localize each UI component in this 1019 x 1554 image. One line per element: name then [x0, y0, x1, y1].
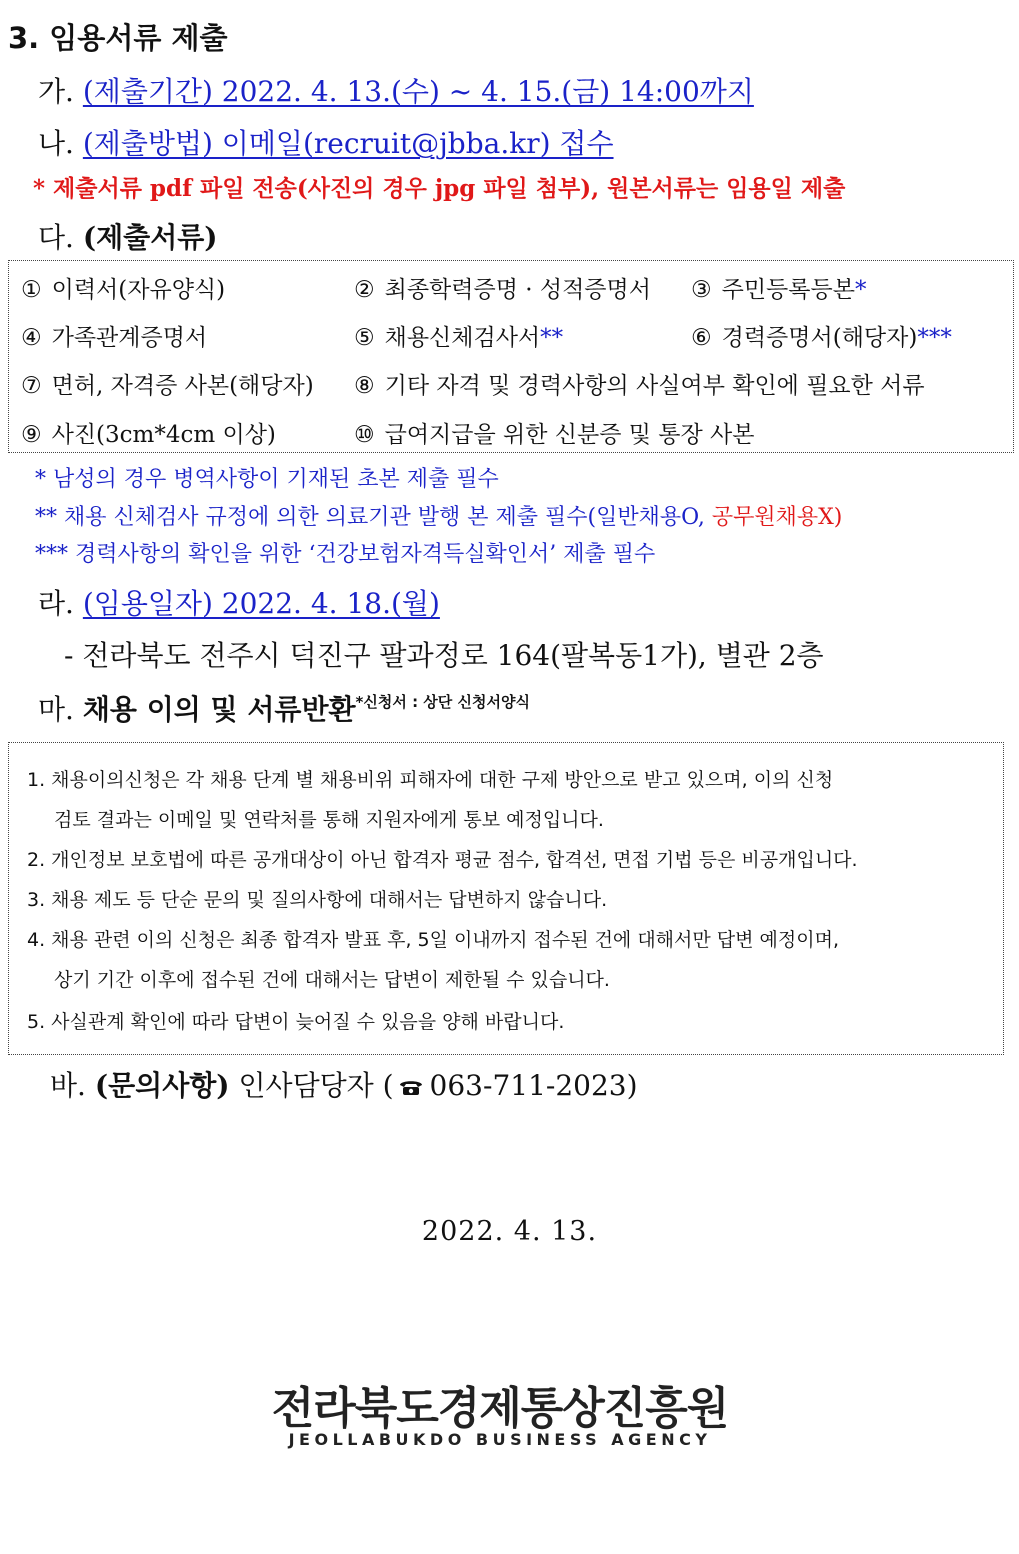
appeal-line: 상기 기간 이후에 접수된 건에 대해서는 답변이 제한될 수 있습니다. — [54, 969, 610, 991]
inquiry-phone: 063-711-2023) — [429, 1069, 638, 1102]
inquiry-contact: 인사담당자 ( — [238, 1069, 394, 1102]
agency-logo-korean: 전라북도경제통상진흥원 — [271, 1383, 729, 1434]
document-item: ④ 가족관계증명서 — [21, 325, 208, 351]
document-item: ① 이력서(자유양식) — [21, 277, 226, 303]
appeal-line: 5. 사실관계 확인에 따라 답변이 늦어질 수 있음을 양해 바랍니다. — [27, 1011, 565, 1033]
note-medical-red: 공무원채용X) — [711, 505, 843, 530]
submission-period: (제출기간) 2022. 4. 13.(수) ~ 4. 15.(금) 14:00까지 — [82, 75, 754, 108]
document-item: ⑦ 면허, 자격증 사본(해당자) — [21, 373, 314, 399]
document-item: ⑩ 급여지급을 위한 신분증 및 통장 사본 — [354, 422, 755, 448]
item-na-mark: 나. — [38, 127, 74, 160]
item-ra — [38, 582, 440, 622]
item-da-mark: 다. — [38, 221, 74, 254]
appeal-line: 검토 결과는 이메일 및 연락처를 통해 지원자에게 통보 예정입니다. — [54, 809, 604, 831]
agency-logo-english: JEOLLABUKDO BUSINESS AGENCY — [288, 1430, 712, 1449]
item-ma — [38, 688, 530, 728]
note-military: * 남성의 경우 병역사항이 기재된 초본 제출 필수 — [35, 467, 499, 492]
appeal-line: 1. 채용이의신청은 각 채용 단계 별 채용비위 피해자에 대한 구제 방안으로 받고 있으며, 이의 신청 — [27, 769, 834, 791]
telephone-icon — [398, 1070, 424, 1088]
work-address: - 전라북도 전주시 덕진구 팔과정로 164(팔복동1가), 별관 2층 — [64, 639, 824, 672]
appeal-line: 3. 채용 제도 등 단순 문의 및 질의사항에 대해서는 답변하지 않습니다. — [27, 889, 608, 911]
inquiry-label: (문의사항) — [94, 1069, 230, 1102]
pdf-notice: * 제출서류 pdf 파일 전송(사진의 경우 jpg 파일 첨부), 원본서류는 임용일 제출 — [33, 175, 846, 202]
document-item: ② 최종학력증명 · 성적증명서 — [354, 277, 651, 303]
note-medical-main: ** 채용 신체검사 규정에 의한 의료기관 발행 본 제출 필수(일반채용O, — [35, 505, 712, 530]
item-da — [38, 216, 218, 256]
item-ra-mark: 라. — [38, 587, 74, 620]
note-career: *** 경력사항의 확인을 위한 ‘건강보험자격득실확인서’ 제출 필수 — [35, 542, 656, 567]
appointment-date: (임용일자) 2022. 4. 18.(월) — [82, 587, 440, 620]
document-item: ⑨ 사진(3cm*4cm 이상) — [21, 422, 276, 448]
item-ga — [38, 70, 754, 110]
document-item: ⑥ 경력증명서(해당자)*** — [691, 325, 952, 351]
appeal-box — [8, 742, 1004, 1055]
section-title: 3. 임용서류 제출 — [8, 21, 228, 55]
item-ba — [50, 1064, 638, 1104]
item-ba-mark: 바. — [50, 1069, 86, 1102]
document-item: ③ 주민등록등본* — [691, 277, 867, 303]
appeal-line: 4. 채용 관련 이의 신청은 최종 합격자 발표 후, 5일 이내까지 접수된 건에 대해서만 답변 예정이며, — [27, 929, 839, 951]
appeal-line: 2. 개인정보 보호법에 따른 공개대상이 아닌 합격자 평균 점수, 합격선, 면접 기법 등은 비공개입니다. — [27, 849, 858, 871]
item-ma-mark: 마. — [38, 693, 74, 726]
submission-method: (제출방법) 이메일(recruit@jbba.kr) 접수 — [82, 127, 614, 160]
document-date: 2022. 4. 13. — [421, 1216, 598, 1247]
appeal-heading: 채용 이의 및 서류반환 — [82, 693, 356, 726]
appeal-form-note: *신청서 : 상단 신청서양식 — [355, 693, 530, 711]
documents-box — [8, 260, 1014, 453]
documents-heading: (제출서류) — [82, 221, 218, 254]
document-item: ⑧ 기타 자격 및 경력사항의 사실여부 확인에 필요한 서류 — [354, 373, 925, 399]
note-medical — [35, 500, 842, 531]
item-na — [38, 122, 614, 162]
item-ga-mark: 가. — [38, 75, 74, 108]
document-item: ⑤ 채용신체검사서** — [354, 325, 564, 351]
